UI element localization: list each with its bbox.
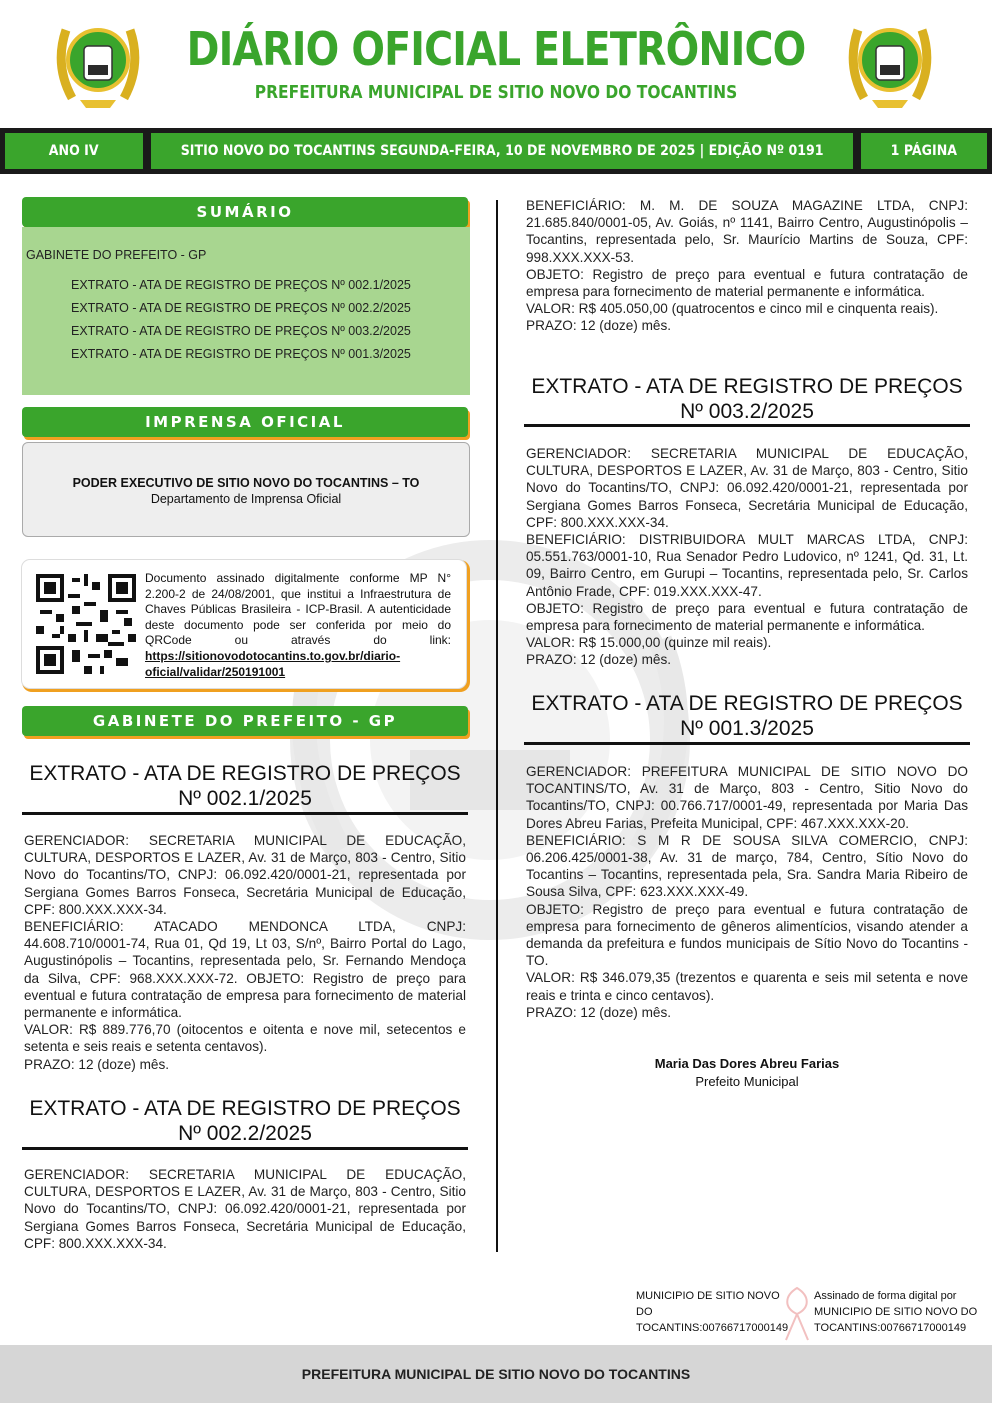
article-body: GERENCIADOR: SECRETARIA MUNICIPAL DE EDUCAÇÃO, CULTURA, DESPORTOS E LAZER, Av. 31 de Março, 803 - Centro, Sitio Novo do Tocantins/TO, CNPJ: 06.092.420/0001-21, representada por Sergiana Gomes Barros Fonseca, Secretária Municipal de Educação, CPF: 800.XXX.XXX-34. BENEFICIÁRIO: ATACADO MENDONCA LTDA, CNPJ: 44.608.710/0001-74, Rua 01, Qd 19, Lt 03, S/nº, Bairro Portal do Lago, Augustinópolis – Tocantins, representada pelo, Sr. Fernando Mendoça da Silva, CPF: 968.XXX.XXX-72. OBJETO: Registro de preço para eventual e futura contratação de empresa para fornecimento de material permanente e informática. VALOR: R$ 889.776,70 (oitocentos e oitenta e nove mil, setecentos e setenta e seis reais e setenta centavos). PRAZO: 12 (doze) mês. (24, 833, 466, 1072)
page-footer: PREFEITURA MUNICIPAL DE SITIO NOVO DO TOCANTINS (0, 1345, 992, 1403)
article-body: GERENCIADOR: PREFEITURA MUNICIPAL DE SITIO NOVO DO TOCANTINS/TO, Av. 31 de Março, 803 - Centro, Sitio Novo do Tocantins/TO, CNPJ: 00.766.717/0001-49, representada por Maria Das Dores Abreu Farias, Prefeita Municipal, CPF: 467.XXX.XXX-20. BENEFICIÁRIO: S M R DE SOUSA SILVA COMERCIO, CNPJ: 06.206.425/0001-38, Av. 31 de março, 784, Centro, Sítio Novo do Tocantins – Tocantins, representada pela, Sra. Sandra Maria Ribeiro de Sousa Silva, CPF: 623.XXX.XXX-49. OBJETO: Registro de preço para eventual e futura contratação de empresa para fornecimento de gêneros alimentícios, visando atender a demanda da prefeitura e fundos municipais de Sítio Novo do Tocantins - TO. VALOR: R$ 346.079,35 (trezentos e quarenta e seis mil setenta e nove reais e trinta e cinco centavos). PRAZO: 12 (doze) mês. (526, 764, 968, 1020)
pages-label: 1 PÁGINA (861, 133, 987, 169)
summary-group: GABINETE DO PREFEITO - GP (26, 248, 207, 262)
digital-signature-right: Assinado de forma digital por MUNICIPIO DE SITIO NOVO DO TOCANTINS:00766717000149 (814, 1290, 978, 1334)
column-divider (496, 200, 498, 1252)
signature-ribbon-icon (780, 1286, 814, 1342)
imprensa-line1: PODER EXECUTIVO DE SITIO NOVO DO TOCANTINS – TO (72, 476, 420, 490)
signature-note (145, 571, 451, 680)
title-rule (22, 1147, 468, 1150)
imprensa-line2: Departamento de Imprensa Oficial (150, 492, 342, 506)
title-rule (524, 424, 970, 427)
signer-role: Prefeito Municipal (695, 1074, 799, 1089)
article-title: EXTRATO - ATA DE REGISTRO DE PREÇOS Nº 002.2/2025 (29, 1097, 461, 1145)
article-title: EXTRATO - ATA DE REGISTRO DE PREÇOS Nº 003.2/2025 (531, 375, 963, 423)
summary-item[interactable]: EXTRATO - ATA DE REGISTRO DE PREÇOS Nº 002.2/2025 (71, 301, 411, 315)
article-title: EXTRATO - ATA DE REGISTRO DE PREÇOS Nº 001.3/2025 (531, 692, 963, 740)
signature-note-text: Documento assinado digitalmente conforme MP N° 2.200-2 de 24/08/2001, que institui a Infraestrutura de Chaves Públicas Brasileira - ICP-Brasil. A autenticidade deste documento pode ser conferida por meio do QRCode ou através do link: (145, 571, 451, 648)
article-body: BENEFICIÁRIO: M. M. DE SOUZA MAGAZINE LTDA, CNPJ: 21.685.840/0001-05, Av. Goiás, nº 1141, Bairro Centro, Augustinópolis – Tocantins, representada pelo, Sr. Maurício Martins de Souza, CPF: 998.XXX.XXX-53. OBJETO: Registro de preço para eventual e futura contratação de empresa para fornecimento de material permanente e informática. VALOR: R$ 405.050,00 (quatrocentos e cinco mil e cinquenta reais). PRAZO: 12 (doze) mês. (526, 198, 968, 334)
qr-code-icon[interactable] (36, 574, 136, 674)
summary-item[interactable]: EXTRATO - ATA DE REGISTRO DE PREÇOS Nº 001.3/2025 (71, 347, 411, 361)
summary-heading: SUMÁRIO (22, 197, 468, 227)
imprensa-heading: IMPRENSA OFICIAL (22, 407, 468, 437)
imprensa-box (22, 442, 470, 537)
signer-name: Maria Das Dores Abreu Farias (654, 1056, 840, 1071)
summary-item[interactable]: EXTRATO - ATA DE REGISTRO DE PREÇOS Nº 002.1/2025 (71, 278, 411, 292)
page-subtitle: PREFEITURA MUNICIPAL DE SITIO NOVO DO TOCANTINS (254, 82, 738, 103)
title-rule (22, 812, 468, 815)
validation-link[interactable]: https://sitionovodotocantins.to.gov.br/diario-oficial/validar/250191001 (145, 648, 401, 679)
page-title: DIÁRIO OFICIAL ELETRÔNICO (186, 22, 806, 76)
summary-item[interactable]: EXTRATO - ATA DE REGISTRO DE PREÇOS Nº 003.2/2025 (71, 324, 411, 338)
title-rule (524, 742, 970, 745)
year-label: ANO IV (5, 133, 143, 169)
article-body: GERENCIADOR: SECRETARIA MUNICIPAL DE EDUCAÇÃO, CULTURA, DESPORTOS E LAZER, Av. 31 de Março, 803 - Centro, Sitio Novo do Tocantins/TO, CNPJ: 06.092.420/0001-21, representada por Sergiana Gomes Barros Fonseca, Secretária Municipal de Educação, CPF: 800.XXX.XXX-34. BENEFICIÁRIO: DISTRIBUIDORA MULT MARCAS LTDA, CNPJ: 05.551.763/0001-10, Rua Senador Pedro Ludovico, nº 1241, Qd. 31, Lt. 09, Bairro Centro, em Gurupi – Tocantins, representada pelo, Sr. Carlos Antônio Frade, CPF: 019.XXX.XXX-47. OBJETO: Registro de preço para eventual e futura contratação de empresa para fornecimento de material permanente e informática. VALOR: R$ 15.000,00 (quinze mil reais). PRAZO: 12 (doze) mês. (526, 446, 968, 668)
article-title: EXTRATO - ATA DE REGISTRO DE PREÇOS Nº 002.1/2025 (29, 762, 461, 810)
digital-signature-left: MUNICIPIO DE SITIO NOVO DO TOCANTINS:00766717000149 (636, 1290, 789, 1334)
edition-label: SITIO NOVO DO TOCANTINS SEGUNDA-FEIRA, 10 DE NOVEMBRO DE 2025 | EDIÇÃO Nº 0191 (151, 133, 853, 169)
edition-bar (0, 128, 992, 174)
article-body: GERENCIADOR: SECRETARIA MUNICIPAL DE EDUCAÇÃO, CULTURA, DESPORTOS E LAZER, Av. 31 de Março, 803 - Centro, Sitio Novo do Tocantins/TO, CNPJ: 06.092.420/0001-21, representada por Sergiana Gomes Barros Fonseca, Secretária Municipal de Educação, CPF: 800.XXX.XXX-34. (24, 1167, 466, 1251)
gabinete-heading: GABINETE DO PREFEITO - GP (22, 706, 468, 736)
